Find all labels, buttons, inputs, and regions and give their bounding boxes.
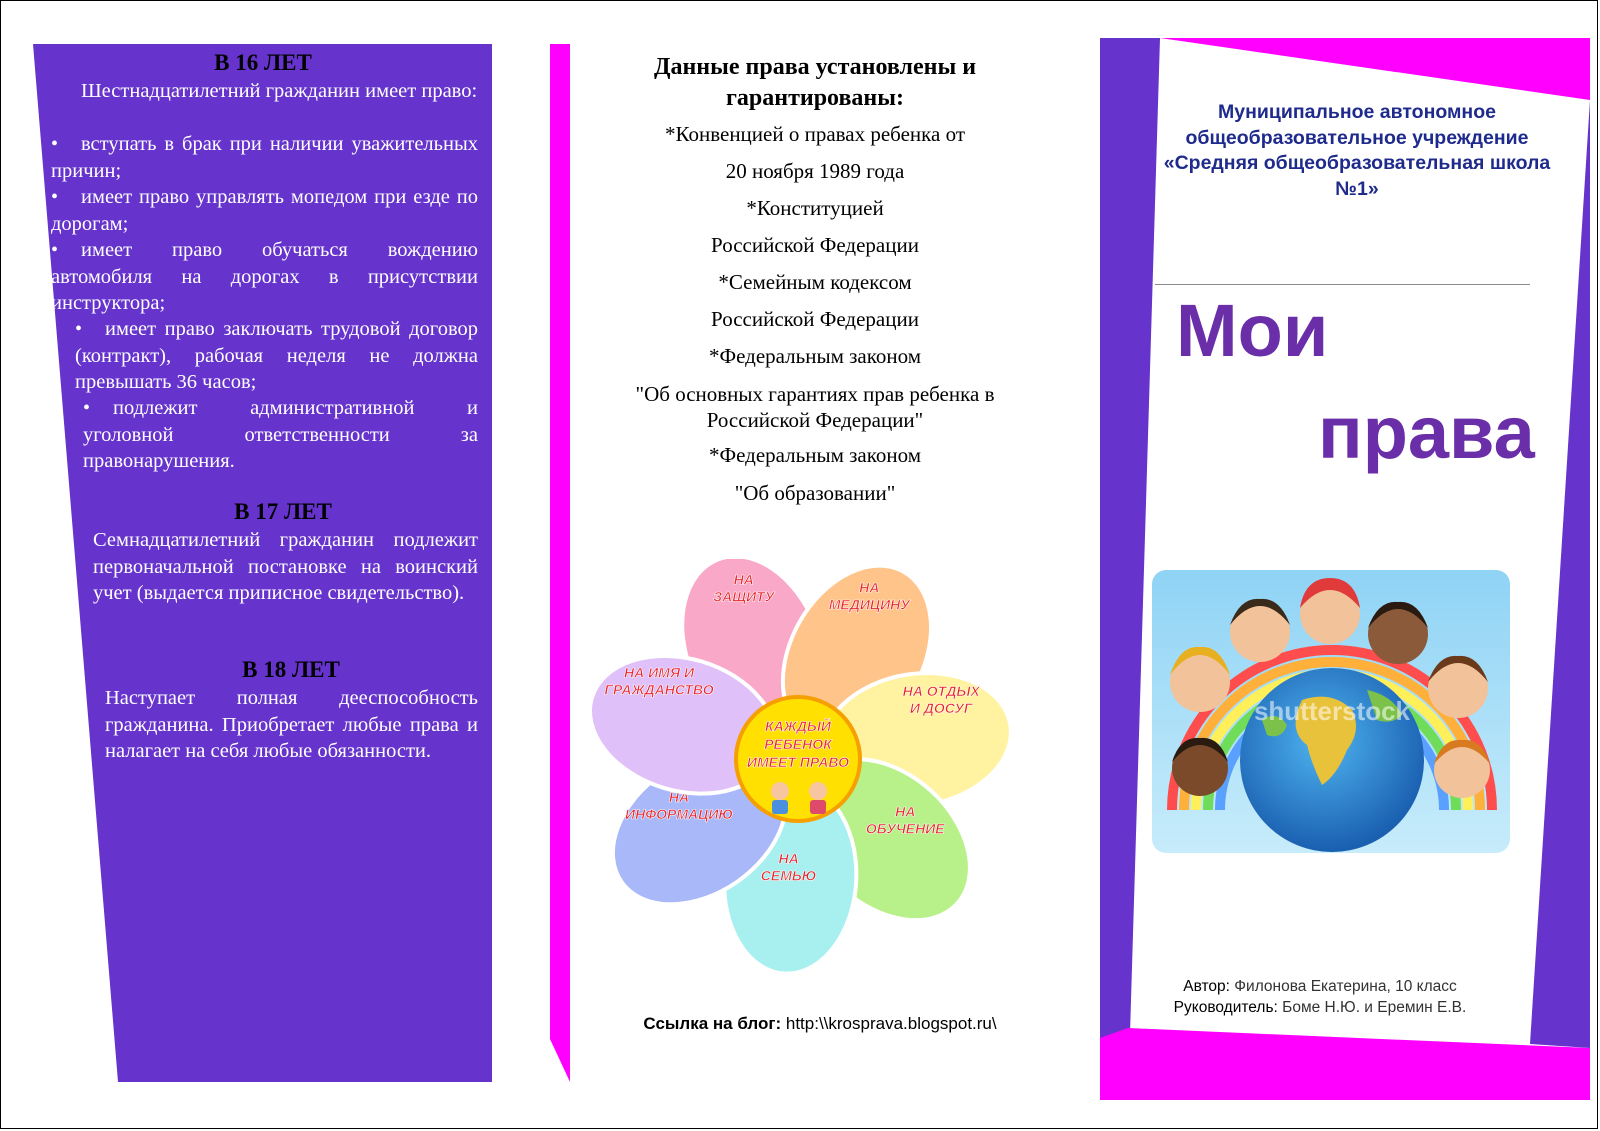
flower-petal-label: ЗАЩИТУ [713, 588, 775, 605]
credits [1130, 976, 1510, 1018]
flower-petal-label: СЕМЬЮ [760, 867, 817, 884]
title-line1: Мои [1176, 289, 1329, 372]
flower-petal-label: НА ОТДЫХ [902, 682, 980, 699]
child-figure-icon [810, 800, 826, 814]
title-line2: права [1318, 391, 1535, 474]
blog-link-label: Ссылка на блог: [643, 1014, 782, 1033]
age16-intro: Шестнадцатилетний гражданин имеет право: [81, 80, 478, 102]
age16-bullet: • вступать в брак при наличии уважительных причин; [51, 133, 478, 182]
child-figure-icon [771, 782, 789, 800]
law-line: Российской Федерации [711, 233, 919, 257]
flower-petal-label: ИНФОРМАЦИЮ [625, 805, 734, 822]
law-line: *Федеральным законом [709, 344, 921, 368]
law-line: Российской Федерации [711, 307, 919, 331]
right-panel [1100, 38, 1590, 1100]
middle-panel [550, 44, 1050, 1082]
flower-petal-label: НА [859, 579, 880, 596]
flower-petal-label: НА [778, 850, 799, 867]
divider [1155, 284, 1530, 285]
flower-petal-label: НА ИМЯ И [624, 664, 695, 681]
child-figure-icon [809, 782, 827, 800]
law-line: *Семейным кодексом [718, 270, 912, 294]
flower-petal-label: МЕДИЦИНУ [828, 596, 910, 613]
age18-heading: В 18 ЛЕТ [242, 657, 340, 682]
law-line: "Об основных гарантиях прав ребенка в Российской Федерации" [635, 382, 995, 432]
flower-center-label: РЕБЕНОК [764, 736, 832, 752]
age18-text: Наступает полная дееспособность гражданина. Приобретает любые права и налагает на себя любые обязанности. [105, 687, 478, 762]
kids-globe-illustration [1152, 570, 1510, 853]
law-line: "Об образовании" [734, 481, 896, 505]
child-figure-icon [772, 800, 788, 814]
flower-petal-label: ГРАЖДАНСТВО [604, 681, 714, 698]
law-line: 20 ноября 1989 года [725, 159, 905, 183]
age16-bullet: • имеет право заключать трудовой договор (контракт), рабочая неделя не должна превышать 36 часов; [75, 318, 478, 393]
flower-petal-label: НА [668, 788, 690, 805]
age16-bullet: • подлежит административной и уголовной ответственности за правонарушения. [83, 397, 478, 472]
flower-petal-label: НА [895, 803, 916, 820]
supervisor-line: Руководитель: Боме Н.Ю. и Еремин Е.В. [1173, 999, 1467, 1016]
rights-heading: Данные права установлены и гарантированы: [653, 54, 977, 111]
blog-link[interactable]: http:\\krosprava.blogspot.ru\ [785, 1014, 997, 1033]
image-watermark: shutterstock [1253, 696, 1411, 726]
age16-bullet: • имеет право управлять мопедом при езде по дорогам; [51, 186, 478, 235]
school-name: Муниципальное автономное общеобразовательное учреждение «Средняя общеобразовательная школа №1» [1163, 101, 1551, 200]
author-line: Автор: Филонова Екатерина, 10 класс [1183, 978, 1457, 995]
age16-bullet: • имеет право обучаться вождению автомобиля на дорогах в присутствии инструктора; [51, 239, 478, 314]
blog-link-line [610, 1014, 1030, 1034]
flower-petal-label: НА [733, 571, 754, 588]
flower-petal-label: И ДОСУГ [909, 699, 973, 716]
law-line: *Конвенцией о правах ребенка от [665, 122, 965, 146]
law-line: *Федеральным законом [709, 443, 921, 467]
age16-heading: В 16 ЛЕТ [214, 50, 312, 75]
flower-center-label: КАЖДЫЙ [765, 718, 831, 734]
flower-petal-label: ОБУЧЕНИЕ [865, 820, 945, 837]
left-panel [33, 44, 492, 1082]
age17-heading: В 17 ЛЕТ [234, 499, 332, 524]
flower-center-label: ИМЕЕТ ПРАВО [746, 754, 850, 770]
age17-text: Семнадцатилетний гражданин подлежит первоначальной постановке на воинский учет (выдается приписное свидетельство). [93, 529, 478, 604]
law-line: *Конституцией [746, 196, 884, 220]
rights-flower [590, 559, 1030, 979]
